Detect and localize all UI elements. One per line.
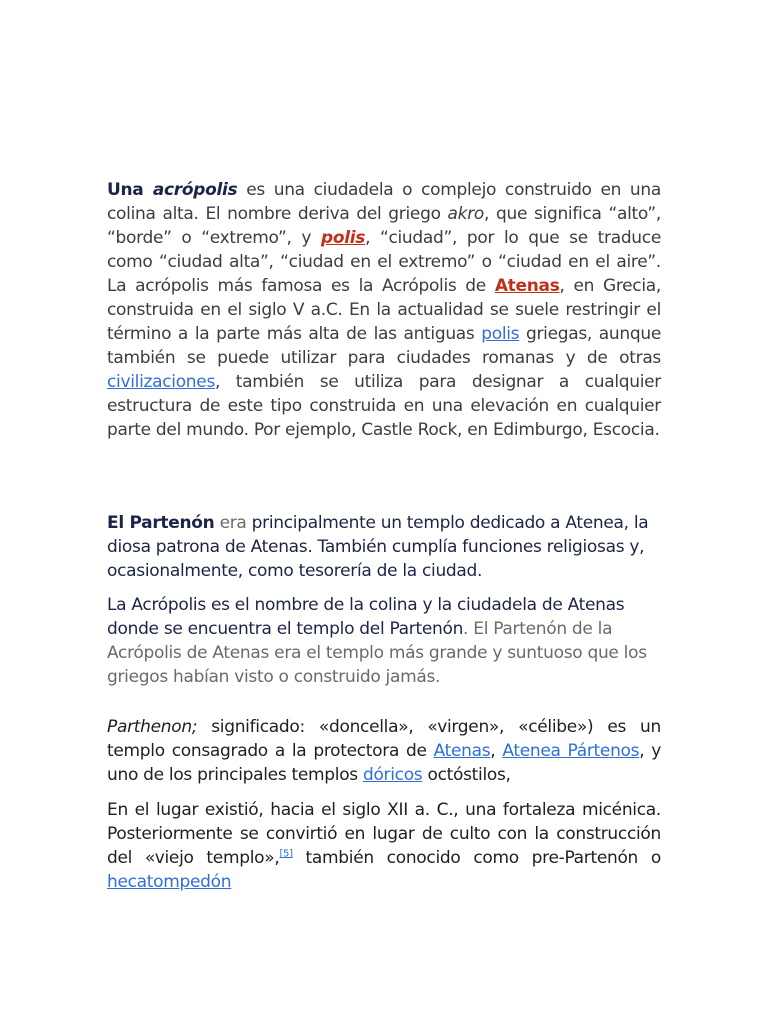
reference-link[interactable]: [5] (279, 848, 293, 860)
text-segment: , y uno de los principales templos (107, 741, 662, 785)
link-polis[interactable]: polis (481, 324, 520, 344)
link-atenea-partenos[interactable]: Atenea Pártenos (502, 741, 640, 761)
text-segment: La Acrópolis es el nombre de la colina y la ciudadela de Atenas donde se encuentra el templo del Partenón (107, 595, 625, 639)
paragraph-acropolis (107, 178, 661, 442)
link-civilizaciones[interactable]: civilizaciones (107, 372, 216, 392)
text-segment: también conocido como pre-Partenón o (292, 848, 661, 868)
text-segment: octóstilos, (422, 765, 511, 785)
link-polis-bold[interactable]: polis (320, 228, 366, 248)
term-acropolis: acrópolis (152, 180, 238, 200)
text-segment: , también se utiliza para designar a cualquier estructura de este tipo construida en una elevación en cualquier parte del mundo. Por ejemplo, Castle Rock, en Edimburgo, Escocia. (107, 372, 661, 440)
term-parthenon: Parthenon; (107, 717, 198, 737)
term-el-partenon: El Partenón (107, 513, 215, 533)
text-segment: , que significa “alto”, “borde” o “extremo”, y (107, 204, 661, 248)
text-segment: es una ciudadela o complejo construido en una colina alta. El nombre deriva del griego (107, 180, 661, 224)
text-segment: En el lugar existió, hacia el siglo XII a. C., una fortaleza micénica. Posteriormente se convirtió en lugar de culto con la construcción del «viejo templo», (107, 800, 661, 868)
text-segment: griegas, aunque también se puede utilizar para ciudades romanas y de otras (107, 324, 661, 368)
link-atenas-bold[interactable]: Atenas (494, 276, 560, 296)
text-segment: principalmente un templo dedicado a Atenea, la diosa patrona de Atenas. También cumplía funciones religiosas y, ocasionalmente, como tesorería de la ciudad. (107, 513, 649, 581)
term-akro: akro (447, 204, 484, 224)
paragraph-acropolis-colina (107, 593, 661, 689)
text-una: Una (107, 180, 153, 200)
text-segment: significado: «doncella», «virgen», «célibe») es un templo consagrado a la protectora de (107, 717, 661, 761)
link-doricos[interactable]: dóricos (362, 765, 423, 785)
paragraph-parthenon (107, 715, 661, 787)
link-atenas[interactable]: Atenas (433, 741, 491, 761)
text-segment: , “ciudad”, por lo que se traduce como “ciudad alta”, “ciudad en el extremo” o “ciudad en el aire”. La acrópolis más famosa es la Acrópolis de (107, 228, 661, 296)
text-segment: , (490, 741, 503, 761)
text-segment-gray: . El Partenón de la Acrópolis de Atenas era el templo más grande y suntuoso que los griegos habían visto o construido jamás. (107, 619, 647, 687)
text-era: era (214, 513, 252, 533)
paragraph-historia (107, 798, 661, 894)
link-hecatompedon[interactable]: hecatompedón (107, 872, 232, 892)
text-segment: , en Grecia, construida en el siglo V a.C. En la actualidad se suele restringir el término a la parte más alta de las antiguas (107, 276, 661, 344)
paragraph-partenon (107, 511, 661, 583)
